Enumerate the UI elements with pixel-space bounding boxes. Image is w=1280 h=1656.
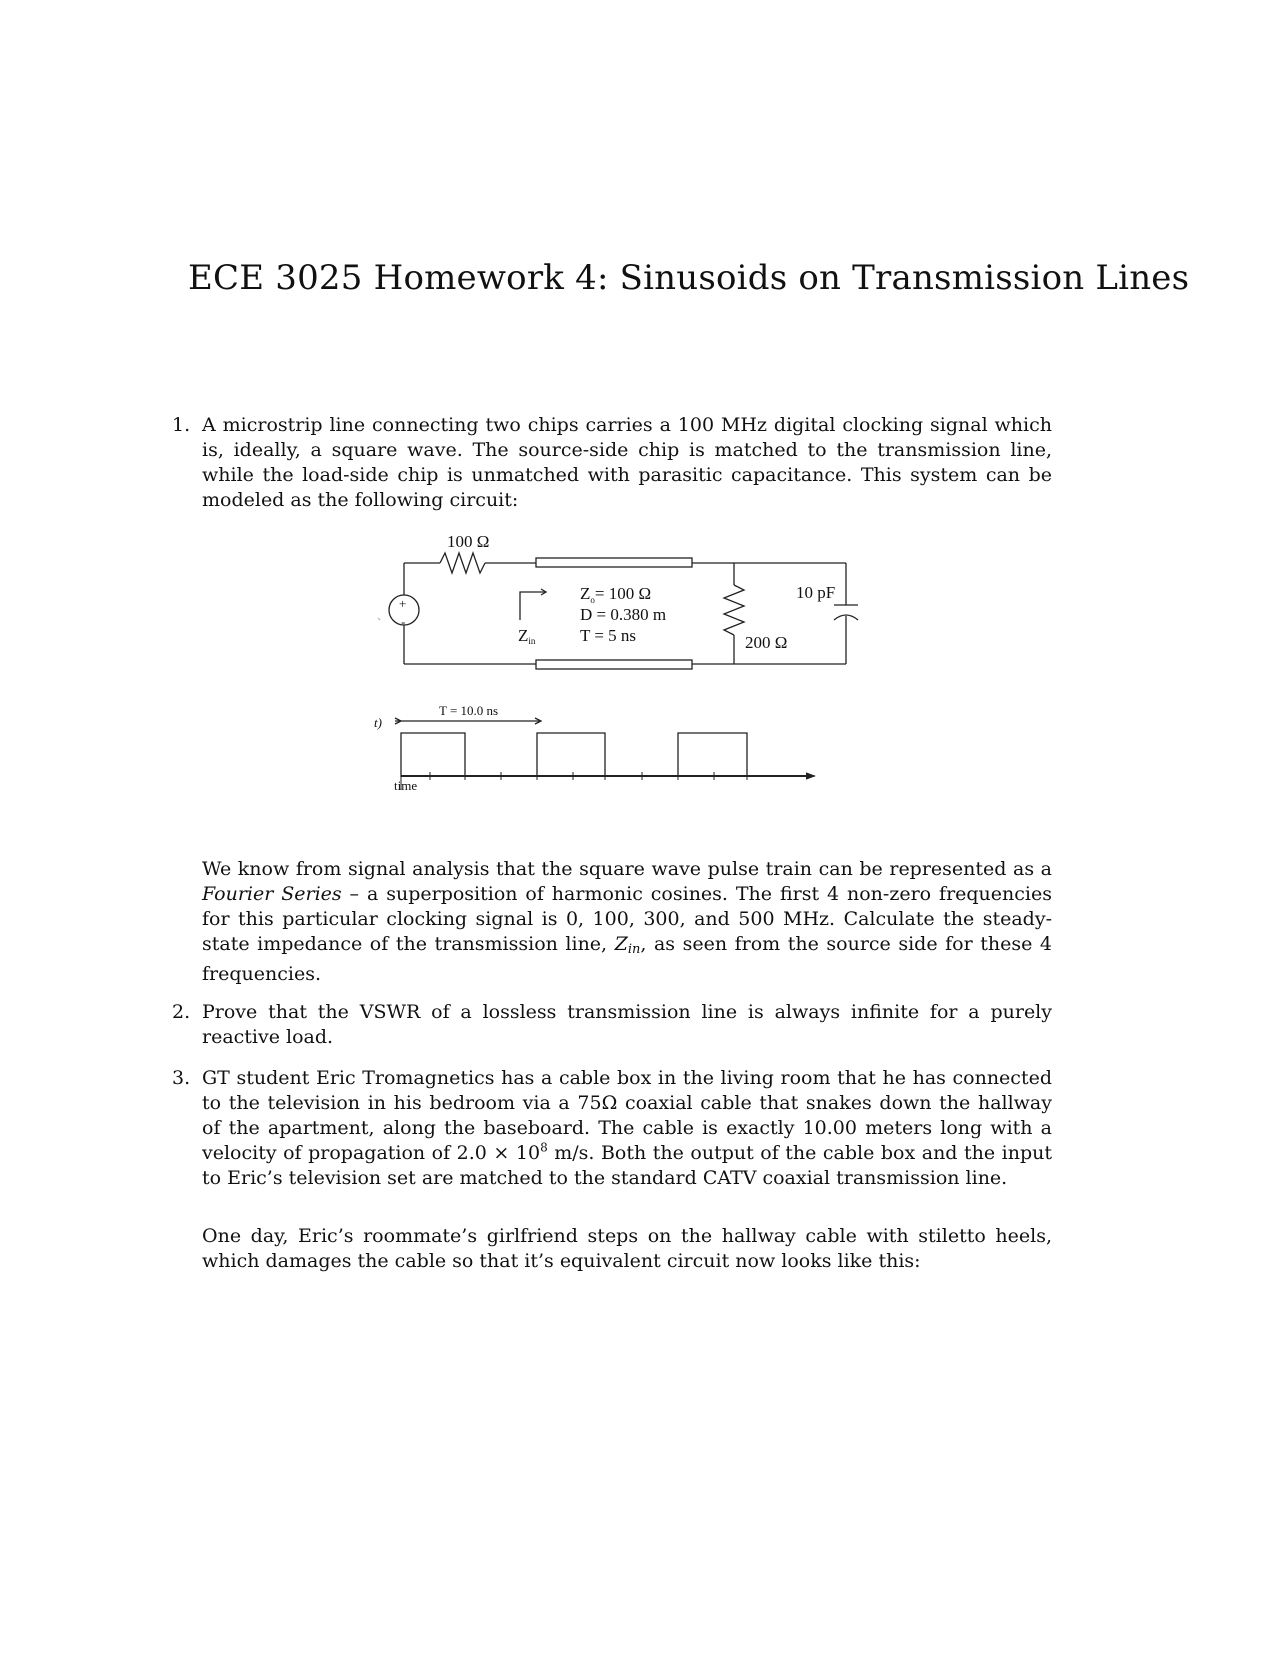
problem-number: 3. <box>172 1067 191 1089</box>
tline-top-conductor <box>536 558 692 567</box>
zin-label: Zin <box>518 626 536 646</box>
source-resistor-label: 100 Ω <box>447 532 490 551</box>
tline-bottom-conductor <box>536 660 692 669</box>
problem-text: We know from signal analysis that the square wave pulse train can be represented as a Fourier Series – a superposition of harmonic cosines. The first 4 non-zero frequencies for this particular clocking signal is 0, 100, 300, and 500 MHz. Calculate the steady-state impedance of the transmission line, Zin, as seen from the source side for these 4 frequencies. <box>202 858 1052 985</box>
source-minus: - <box>401 614 406 629</box>
problem-text: One day, Eric’s roommate’s girlfriend steps on the hallway cable with stiletto heels, which damages the cable so that it’s equivalent circuit now looks like this: <box>202 1225 1052 1272</box>
circuit-diagram <box>0 0 1280 820</box>
time-axis-ticks <box>401 772 747 790</box>
length-label: D = 0.380 m <box>580 605 667 624</box>
load-resistor <box>724 585 744 635</box>
delay-label: T = 5 ns <box>580 626 637 645</box>
problem-1-continued <box>172 857 1052 987</box>
load-resistor-label: 200 Ω <box>745 633 788 652</box>
problem-3 <box>172 1066 1052 1191</box>
source-resistor <box>440 553 485 573</box>
problem-text: GT student Eric Tromagnetics has a cable box in the living room that he has connected to the television in his bedroom via a 75Ω coaxial cable that snakes down the hallway of the apartment, along the baseboard. The cable is exactly 10.00 meters long with a velocity of propagation of $2.0 \times 10^8$ m/s. Both the output of the cable box and the input to Eric’s television set are matched to the standard CATV coaxial transmission line. <box>202 1067 1052 1189</box>
problem-number: 1. <box>172 414 191 436</box>
z0-label: $Z_o= 100$ Ω <box>580 584 652 605</box>
y-axis-label: t) <box>374 715 382 730</box>
square-wave <box>395 718 815 779</box>
problem-number: 2. <box>172 1001 191 1023</box>
load-capacitor-label: 10 pF <box>796 583 836 602</box>
source-plus: + <box>399 596 407 611</box>
problem-text: A microstrip line connecting two chips carries a 100 MHz digital clocking signal which is, ideally, a square wave. The source-side chip is matched to the transmission line, while the load-side chip is unmatched with parasitic capacitance. This system can be modeled as the following circuit: <box>202 414 1052 511</box>
problem-2 <box>172 1000 1052 1050</box>
problem-text: Prove that the VSWR of a lossless transmission line is always infinite for a purely reactive load. <box>202 1001 1052 1048</box>
period-label: T = 10.0 ns <box>439 703 499 718</box>
problem-3-continued <box>172 1224 1052 1274</box>
time-axis-label: time <box>394 778 418 793</box>
page-title: ECE 3025 Homework 4: Sinusoids on Transmission Lines <box>188 258 1190 298</box>
